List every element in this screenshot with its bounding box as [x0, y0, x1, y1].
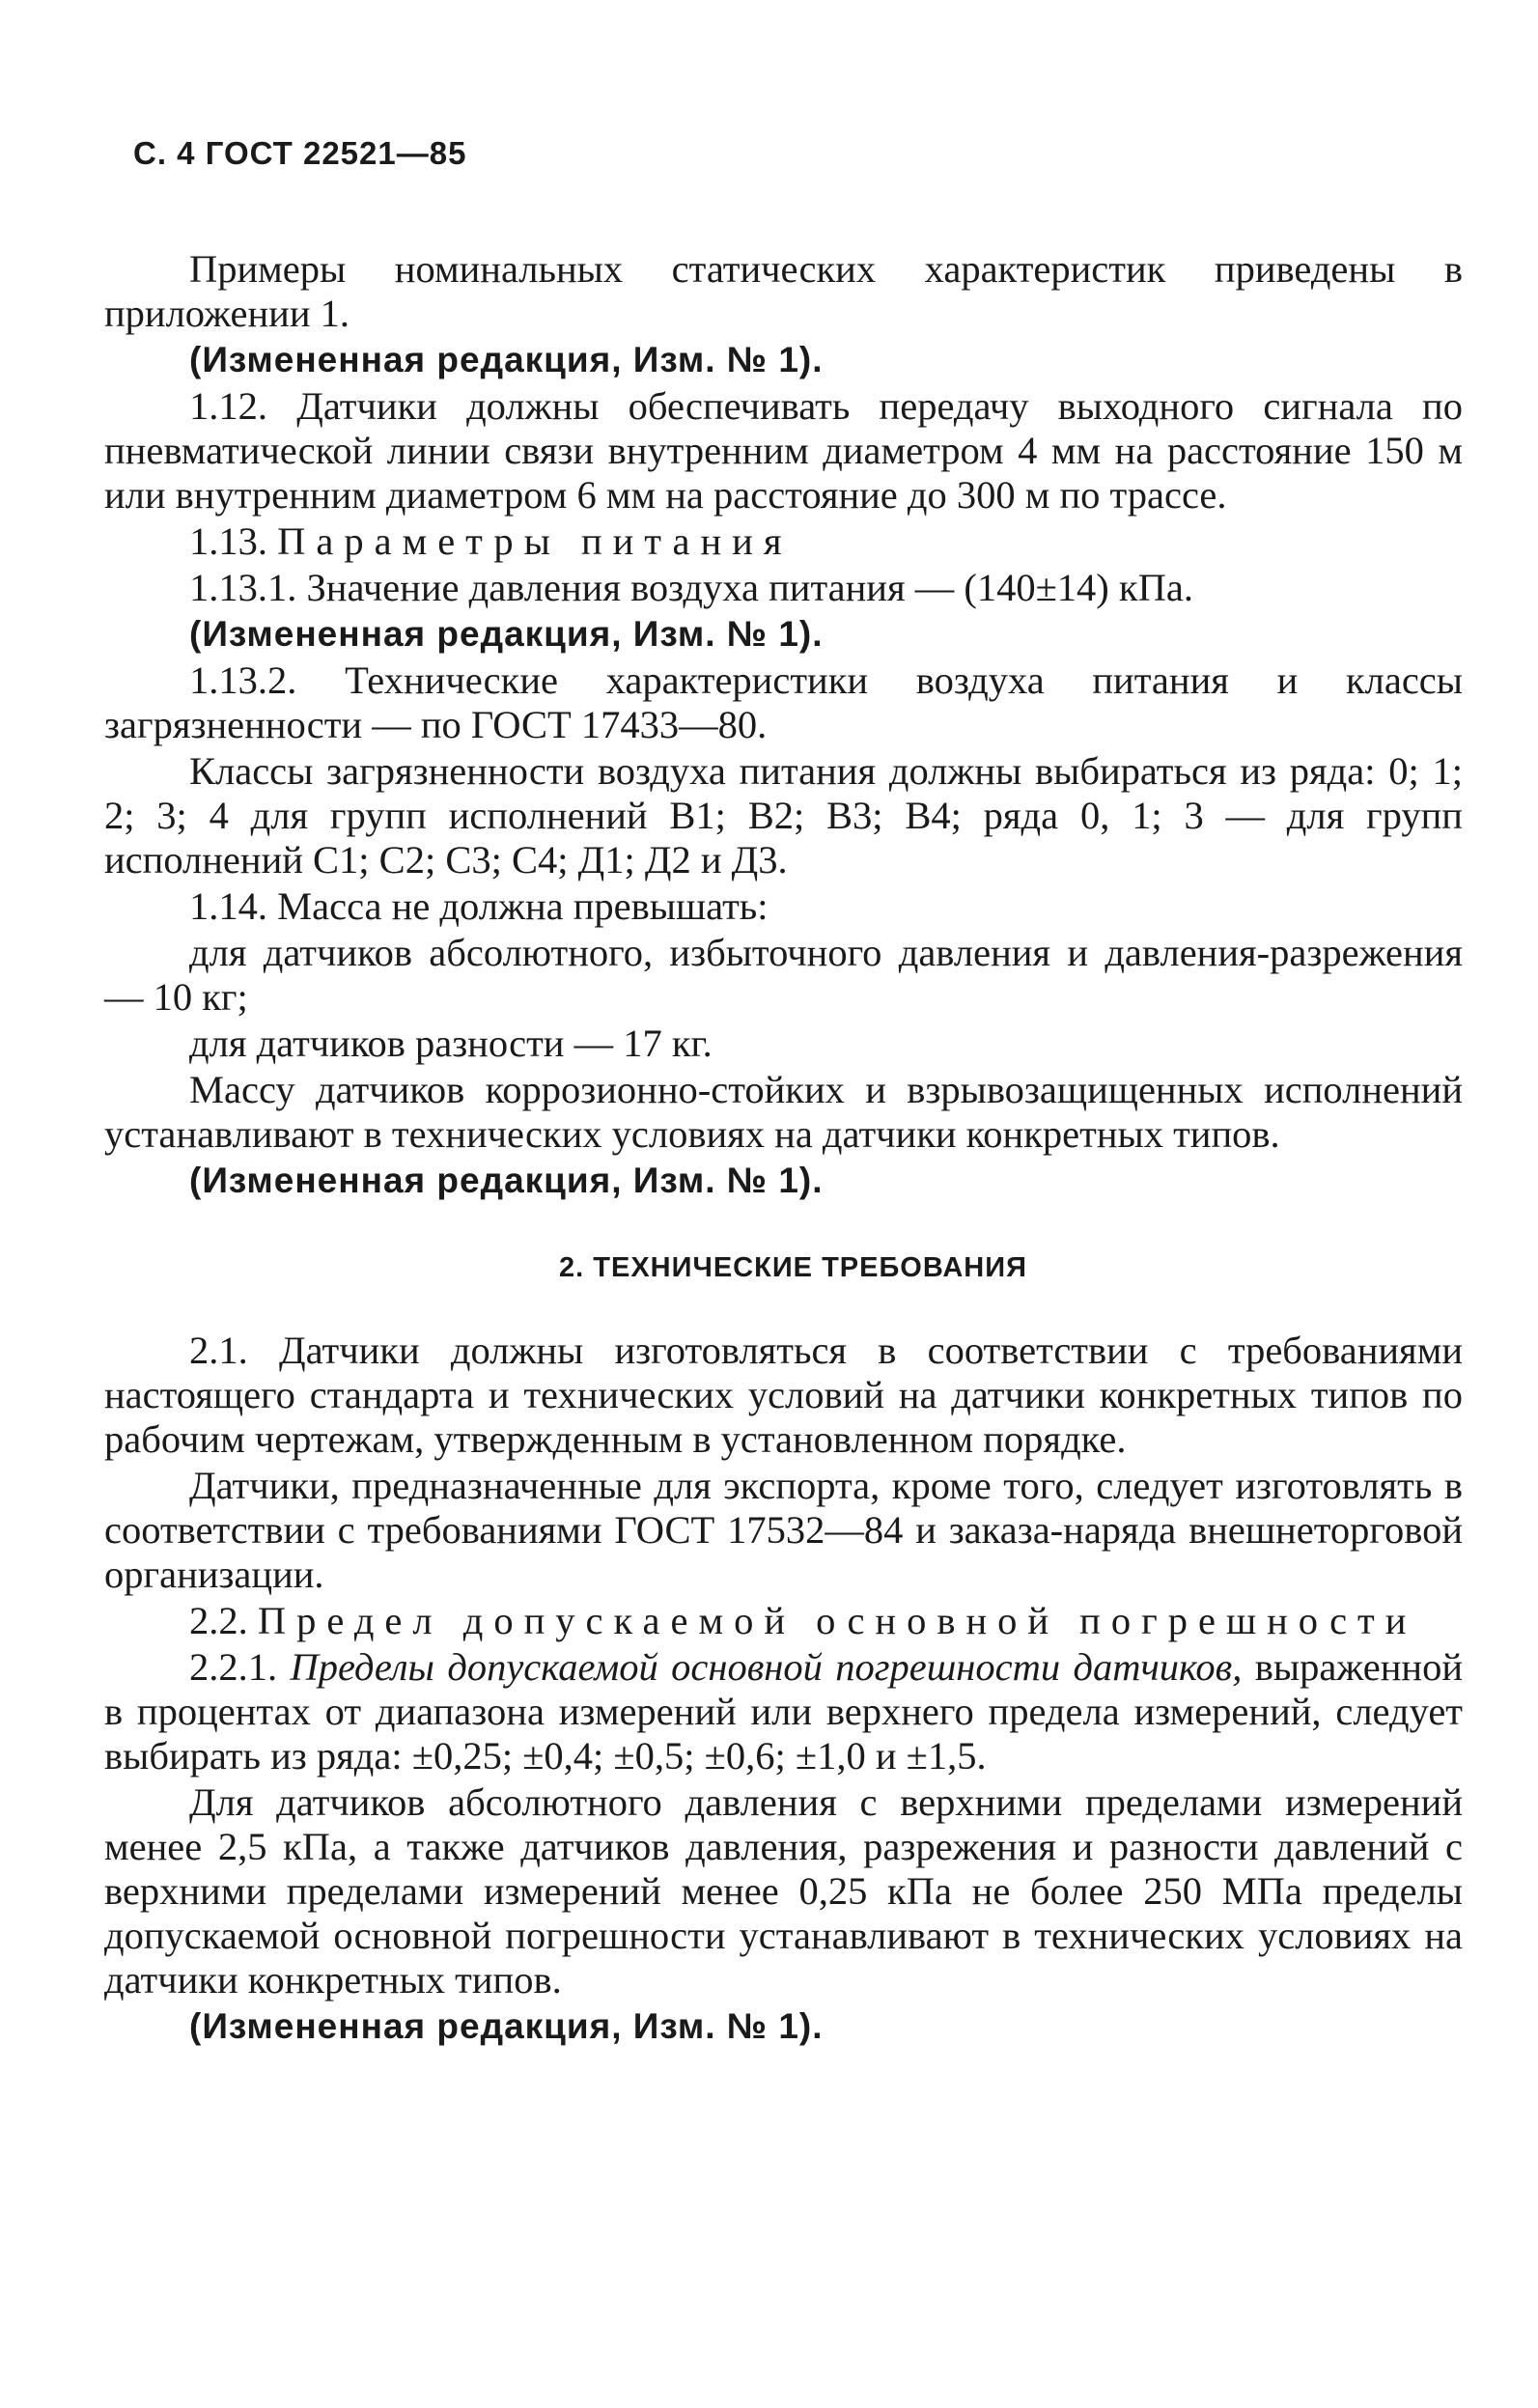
- paragraph-2-2: [104, 1599, 1463, 1643]
- section-heading: 2. ТЕХНИЧЕСКИЕ ТРЕБОВАНИЯ: [559, 1252, 1027, 1283]
- paragraph-1-13-2: 1.13.2. Технические характеристики воздуха питания и классы загрязненности — по ГОСТ 17433—80.: [104, 658, 1463, 746]
- paragraph-1-13: [104, 519, 1463, 564]
- paragraph-1-12: 1.12. Датчики должны обеспечивать передачу выходного сигнала по пневматической линии связи внутренним диаметром 4 мм на расстояние 150 м или внутренним диаметром 6 мм на расстояние до 300 м по трассе.: [104, 384, 1463, 517]
- revision-note: (Измененная редакция, Изм. № 1).: [189, 2006, 824, 2046]
- clause-title: Параметры питания: [277, 519, 793, 563]
- paragraph-2-2-1: [104, 1645, 1463, 1778]
- clause-number: 2.2.1.: [189, 1645, 278, 1689]
- clause-text: выраженной в процентах от диапазона измерений или верхнего предела измерений, следует выбирать из ряда: ±0,25; ±0,4; ±0,5; ±0,6; ±1,0 и ±1,5.: [104, 1645, 1464, 1778]
- revision-note: (Измененная редакция, Изм. № 1).: [189, 614, 824, 654]
- document-body: [104, 247, 1463, 2049]
- revision-note: (Измененная редакция, Изм. № 1).: [189, 340, 824, 379]
- paragraph-intro: Примеры номинальных статических характеристик приведены в приложении 1.: [104, 247, 1463, 335]
- clause-title: Предел допускаемой основной погрешности: [257, 1599, 1417, 1642]
- paragraph-export: Датчики, предназначенные для экспорта, кроме того, следует изготовлять в соответствии с требованиями ГОСТ 17532—84 и заказа-наряда внешнеторговой организации.: [104, 1464, 1463, 1596]
- paragraph-1-14: 1.14. Масса не должна превышать:: [189, 884, 769, 928]
- paragraph-classes: Классы загрязненности воздуха питания должны выбираться из ряда: 0; 1; 2; 3; 4 для групп исполнений В1; В2; В3; В4; ряда 0, 1; 3 — для групп исполнений С1; С2; С3; С4; Д1; Д2 и Д3.: [104, 749, 1463, 882]
- paragraph-2-1: 2.1. Датчики должны изготовляться в соответствии с требованиями настоящего стандарта и технических условий на датчики конкретных типов по рабочим чертежам, утвержденным в установленном порядке.: [104, 1329, 1463, 1461]
- paragraph-mass-other: Массу датчиков коррозионно-стойких и взрывозащищенных исполнений устанавливают в технических условиях на датчики конкретных типов.: [104, 1068, 1463, 1156]
- clause-italic-title: Пределы допускаемой основной погрешности датчиков,: [290, 1645, 1243, 1689]
- paragraph-mass-difference: для датчиков разности — 17 кг.: [189, 1022, 713, 1065]
- paragraph-absolute-pressure: Для датчиков абсолютного давления с верхними пределами измерений менее 2,5 кПа, а также датчиков давления, разрежения и разности давлений с верхними пределами измерений менее 0,25 кПа не более 250 МПа пределы допускаемой основной погрешности устанавливают в технических условиях на датчики конкретных типов.: [104, 1780, 1463, 2002]
- revision-note: (Измененная редакция, Изм. № 1).: [189, 1161, 824, 1200]
- clause-number: 2.2.: [189, 1599, 248, 1642]
- clause-number: 1.13.: [189, 519, 267, 563]
- running-head: С. 4 ГОСТ 22521—85: [133, 135, 467, 171]
- paragraph-mass-absolute: для датчиков абсолютного, избыточного давления и давления-разрежения — 10 кг;: [104, 931, 1463, 1019]
- paragraph-1-13-1: 1.13.1. Значение давления воздуха питания — (140±14) кПа.: [189, 566, 1193, 609]
